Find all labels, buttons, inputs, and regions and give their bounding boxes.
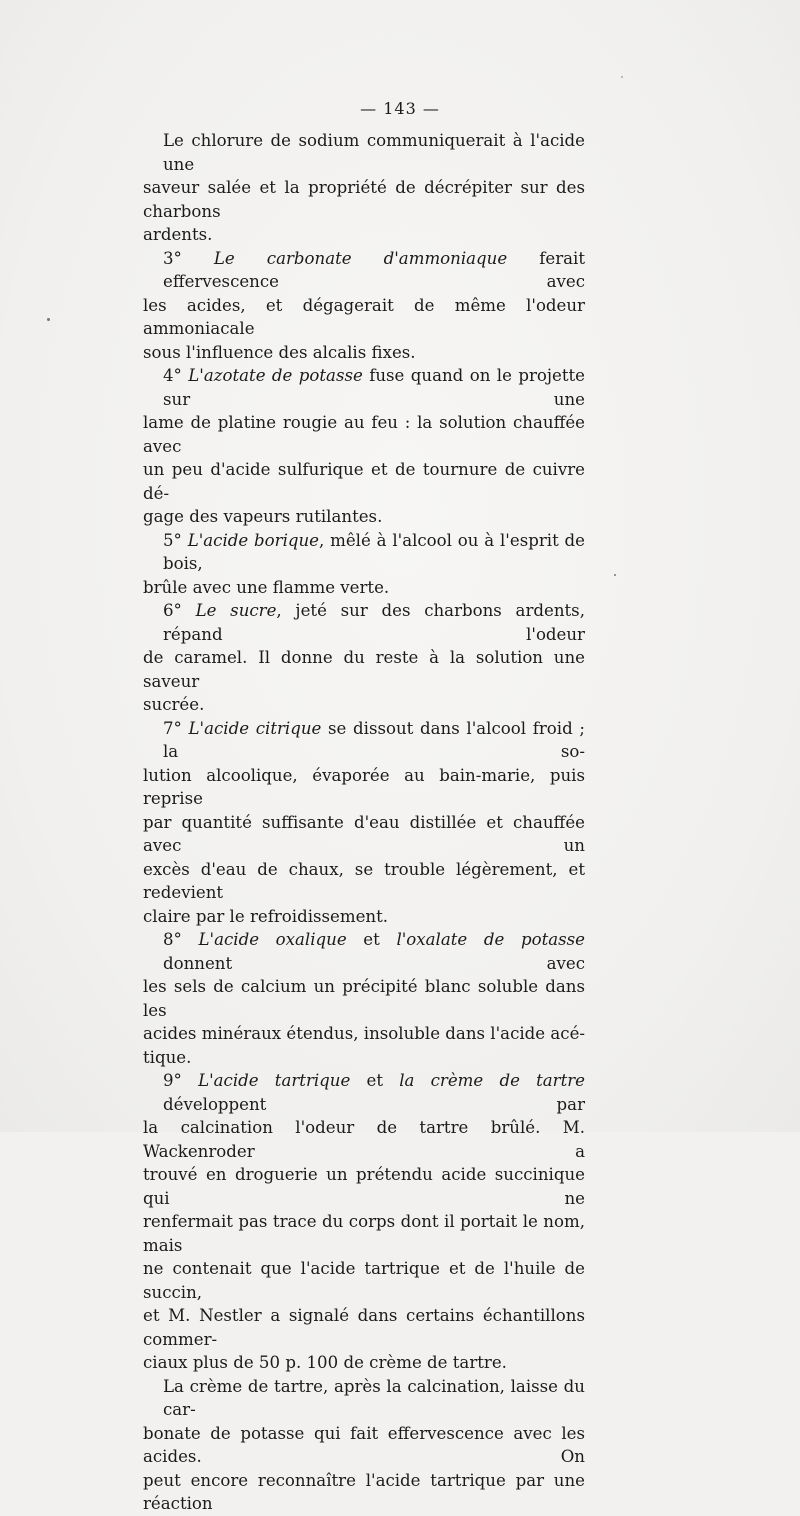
page-number: — 143 — — [360, 99, 440, 118]
text-line — [143, 693, 585, 717]
text-line — [143, 1210, 585, 1257]
paper-speck — [614, 574, 616, 576]
text-line — [143, 1046, 585, 1070]
text-run: peut encore reconnaître l'acide tartrique par une réaction — [143, 1470, 585, 1513]
body-text — [143, 129, 585, 1516]
text-run: , mêlé à l'alcool ou à l'esprit de bois, — [163, 530, 586, 573]
text-line — [143, 1422, 585, 1469]
text-line — [143, 247, 585, 294]
text-line — [143, 529, 585, 576]
text-run: un peu d'acide sulfurique et de tournure de cuivre dé- — [143, 460, 585, 503]
italic-term: L'acide tartrique — [198, 1071, 351, 1090]
text-line — [143, 1351, 585, 1375]
text-line — [143, 1469, 585, 1516]
text-line — [143, 764, 585, 811]
text-run: ardents. — [143, 225, 213, 244]
text-line — [143, 341, 585, 365]
text-run: sous l'influence des alcalis fixes. — [143, 342, 416, 362]
text-run: les acides, et dégagerait de même l'odeur ammoniacale — [143, 295, 585, 338]
text-run: développent par — [163, 1094, 585, 1114]
text-run: les sels de calcium un précipité blanc soluble dans les — [143, 977, 585, 1020]
text-run: 4° — [163, 366, 189, 385]
text-run: se dissout dans l'alcool froid ; la so- — [163, 718, 585, 761]
text-line — [143, 646, 585, 693]
text-run: ciaux plus de 50 p. 100 de crème de tartre. — [143, 1353, 507, 1372]
text-line — [143, 364, 585, 411]
text-line — [143, 1304, 585, 1351]
text-run: , jeté sur des charbons ardents, répand l'odeur — [163, 601, 585, 644]
text-line — [143, 717, 585, 764]
text-run: la calcination l'odeur de tartre brûlé. M. Wackenroder a — [143, 1118, 585, 1161]
text-run: donnent avec — [163, 953, 585, 973]
italic-term: Le carbonate d'ammoniaque — [213, 248, 508, 268]
text-line — [143, 1163, 585, 1210]
text-line — [143, 129, 585, 176]
text-run: de caramel. Il donne du reste à la solution une saveur — [143, 648, 585, 691]
text-run: et — [346, 930, 397, 949]
text-run: 3° — [163, 248, 214, 268]
text-run: excès d'eau de chaux, se trouble légèrement, et redevient — [143, 859, 585, 902]
text-line — [143, 975, 585, 1022]
text-run: brûle avec une flamme verte. — [143, 577, 390, 597]
text-line — [143, 599, 585, 646]
text-line — [143, 1375, 585, 1422]
text-run: sucrée. — [143, 695, 205, 714]
text-run: Le chlorure de sodium communiquerait à l'acide une — [163, 131, 585, 174]
text-line — [143, 223, 585, 247]
paper-speck — [621, 76, 623, 78]
text-run: trouvé en droguerie un prétendu acide succinique qui ne — [143, 1165, 585, 1208]
italic-term: l'oxalate de potasse — [396, 930, 585, 949]
paper-speck — [47, 318, 50, 321]
text-line — [143, 576, 585, 600]
text-run: lame de platine rougie au feu : la solution chauffée avec — [143, 413, 585, 456]
text-run: et M. Nestler a signalé dans certains échantillons commer- — [143, 1306, 585, 1349]
text-line — [143, 928, 585, 975]
italic-term: la crème de tartre — [399, 1071, 586, 1090]
text-line — [143, 905, 585, 929]
text-run: fuse quand on le projette sur une — [163, 366, 585, 409]
text-line — [143, 1116, 585, 1163]
text-run: claire par le refroidissement. — [143, 906, 389, 926]
italic-term: Le sucre — [195, 601, 277, 620]
text-run: tique. — [143, 1047, 192, 1067]
text-run: par quantité suffisante d'eau distillée et chauffée avec un — [143, 812, 585, 855]
text-line — [143, 1022, 585, 1046]
text-run: 8° — [163, 930, 199, 949]
text-run: 5° — [163, 530, 188, 550]
text-line — [143, 411, 585, 458]
text-line — [143, 811, 585, 858]
text-line — [143, 1069, 585, 1116]
text-run: saveur salée et la propriété de décrépiter sur des charbons — [143, 178, 585, 221]
text-run: et — [350, 1071, 400, 1090]
italic-term: L'acide citrique — [188, 718, 322, 738]
text-run: bonate de potasse qui fait effervescence avec les acides. On — [143, 1423, 585, 1466]
italic-term: L'azotate de potasse — [188, 366, 363, 385]
text-line — [143, 176, 585, 223]
text-run: gage des vapeurs rutilantes. — [143, 507, 383, 526]
text-run: ne contenait que l'acide tartrique et de l'huile de succin, — [143, 1259, 585, 1302]
text-run: 7° — [163, 718, 189, 738]
text-line — [143, 458, 585, 505]
text-run: 9° — [163, 1071, 199, 1090]
italic-term: L'acide borique — [187, 530, 320, 550]
text-run: La crème de tartre, après la calcination, laisse du car- — [163, 1376, 585, 1419]
text-run: acides minéraux étendus, insoluble dans l'acide acé- — [143, 1024, 585, 1043]
text-run: 6° — [163, 601, 196, 620]
text-run: lution alcoolique, évaporée au bain-marie, puis reprise — [143, 765, 585, 808]
text-run: renfermait pas trace du corps dont il portait le nom, mais — [143, 1212, 585, 1255]
text-line — [143, 505, 585, 529]
text-line — [143, 294, 585, 341]
text-run: ferait effervescence avec — [163, 248, 585, 291]
text-line — [143, 1257, 585, 1304]
italic-term: L'acide oxalique — [198, 930, 347, 949]
text-line — [143, 858, 585, 905]
